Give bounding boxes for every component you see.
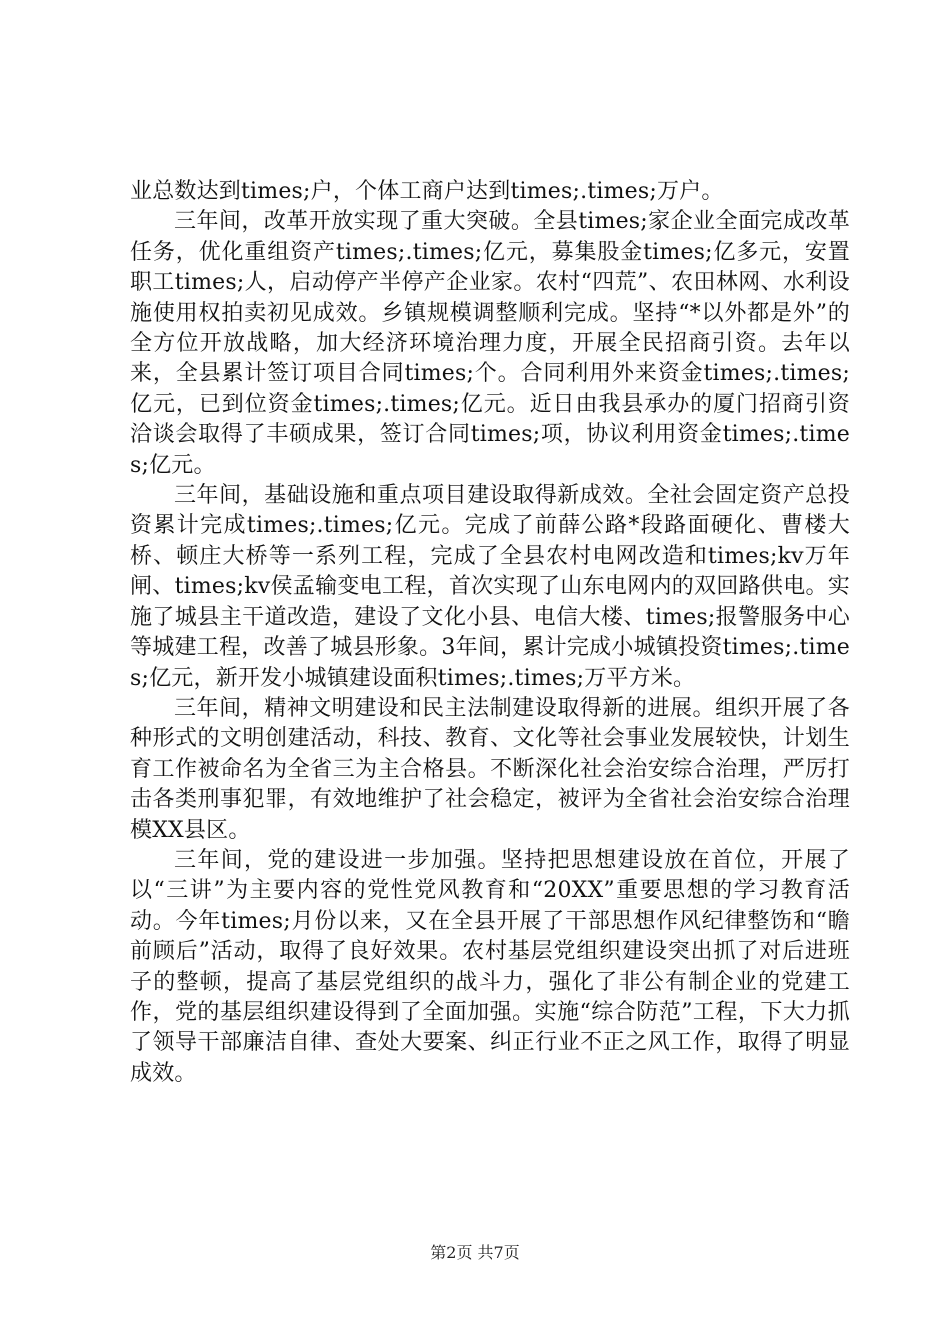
paragraph-continuation: 业总数达到times;户，个体工商户达到times;.times;万户。: [130, 179, 724, 204]
paragraph-civilization: 三年间，精神文明建设和民主法制建设取得新的进展。组织开展了各种形式的文明创建活动，科技、教育、文化等社会事业发展较快，计划生育工作被命名为全省三为主合格县。不断深化社会治安综合治理，严厉打击各类刑事犯罪，有效地维护了社会稳定，被评为全省社会治安综合治理模XX县区。: [130, 695, 850, 843]
document-body: [130, 177, 850, 1089]
page-number-footer: 第2页 共7页: [430, 1243, 520, 1262]
paragraph-reform-opening: 三年间，改革开放实现了重大突破。全县times;家企业全面完成改革任务，优化重组资产times;.times;亿元，募集股金times;亿多元，安置职工times;人，启动停产半停产企业家。农村“四荒”、农田林网、水利设施使用权拍卖初见成效。乡镇规模调整顺利完成。坚持“*以外都是外”的全方位开放战略，加大经济环境治理力度，开展全民招商引资。去年以来，全县累计签订项目合同times;个。合同利用外来资金times;.times;亿元，已到位资金times;.times;亿元。近日由我县承办的厦门招商引资洽谈会取得了丰硕成果，签订合同times;项，协议利用资金times;.times;亿元。: [130, 209, 850, 478]
paragraph-infrastructure: 三年间，基础设施和重点项目建设取得新成效。全社会固定资产总投资累计完成times;.times;亿元。完成了前薛公路*段路面硬化、曹楼大桥、顿庄大桥等一系列工程，完成了全县农村电网改造和times;kv万年闸、times;kv侯孟输变电工程，首次实现了山东电网内的双回路供电。实施了城县主干道改造，建设了文化小县、电信大楼、times;报警服务中心等城建工程，改善了城县形象。3年间，累计完成小城镇投资times;.times;亿元，新开发小城镇建设面积times;.times;万平方米。: [130, 483, 850, 691]
paragraph-party-building: 三年间，党的建设进一步加强。坚持把思想建设放在首位，开展了以“三讲”为主要内容的党性党风教育和“20XX”重要思想的学习教育活动。今年times;月份以来，又在全县开展了干部思想作风纪律整饬和“瞻前顾后”活动，取得了良好效果。农村基层党组织建设突出抓了对后进班子的整顿，提高了基层党组织的战斗力，强化了非公有制企业的党建工作，党的基层组织建设得到了全面加强。实施“综合防范”工程，下大力抓了领导干部廉洁自律、查处大要案、纠正行业不正之风工作，取得了明显成效。: [130, 847, 850, 1086]
